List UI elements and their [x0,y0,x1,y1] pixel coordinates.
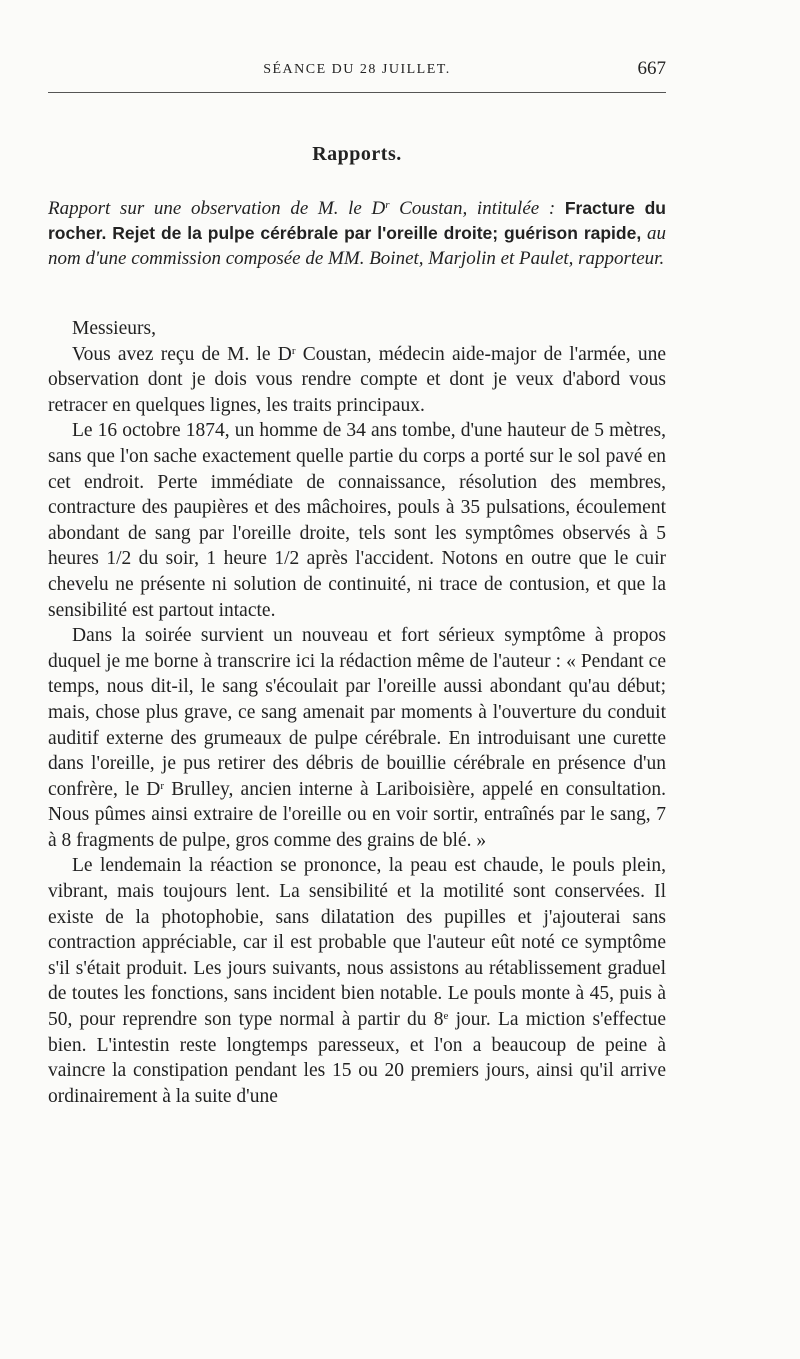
p1-a: Vous avez reçu de M. le D [72,343,292,365]
p1-sup: r [291,344,296,357]
p4-b: jour. La miction s'effectue bien. L'intestin reste longtemps paresseux, et l'on a beaucoup de peine à vaincre la constipation pendant les 15 ou 20 premiers jours, ainsi qu'il arrive ordinairement à la suite d'une [48,1009,666,1107]
p3-sup: r [160,779,165,792]
running-header [48,52,666,93]
page-number: 667 [637,58,666,79]
report-intro-sup: r [385,199,390,211]
report-intro-a: Rapport sur une observation de M. le D [48,198,386,219]
p3-b: Brulley, ancien interne à Lariboisière, appelé en consultation. Nous pûmes ainsi extraire de l'oreille ou en voir sortir, entraînés par le sang, 7 à 8 fragments de pulpe, gros comme des grains de blé. » [48,778,667,851]
p4-sup: e [443,1010,449,1023]
body-text [48,316,666,1109]
paragraph-4 [48,853,666,1109]
report-title: Fracture du rocher. Rejet de la pulpe cérébrale par l'oreille droite; guérison rapide, [48,198,666,243]
salutation: Messieurs, [72,318,156,339]
report-commission: au nom d'une commission composée de MM. Boinet, Marjolin et Paulet, rapporteur. [48,223,666,269]
paragraph-1 [48,342,666,419]
report-intro-b: Coustan, intitulée : [389,198,565,219]
p3-a: Dans la soirée survient un nouveau et fort sérieux symptôme à propos duquel je me borne à transcrire ici la rédaction même de l'auteur : « Pendant ce temps, nous dit-il, le sang s'écoulait par l'oreille aussi abondant qu'au début; mais, chose plus grave, ce sang amenait par moments à l'ouverture du conduit auditif externe des grumeaux de pulpe cérébrale. En introduisant une curette dans l'oreille, je pus retirer des débris de bouillie cérébrale en présence d'un confrère, le D [48,625,666,800]
report-heading [48,196,666,271]
paragraph-2: Le 16 octobre 1874, un homme de 34 ans tombe, d'une hauteur de 5 mètres, sans que l'on sache exactement quelle partie du corps a porté sur le sol pavé en cet endroit. Perte immédiate de connaissance, résolution des membres, contracture des paupières et des mâchoires, pouls à 35 pulsations, écoulement abondant de sang par l'oreille droite, tels sont les symptômes observés à 5 heures 1/2 du soir, 1 heure 1/2 après l'accident. Notons en outre que le cuir chevelu ne présente ni solution de continuité, ni trace de contusion, et que la sensibilité est partout intacte. [48,420,666,621]
p4-a: Le lendemain la réaction se prononce, la peau est chaude, le pouls plein, vibrant, mais toujours lent. La sensibilité et la motilité sont conservées. Il existe de la photophobie, sans dilatation des pupilles et j'ajouterai sans contraction appréciable, car il est probable que l'auteur eût noté ce symptôme s'il s'était produit. Les jours suivants, nous assistons au rétablissement graduel de toutes les fonctions, sans incident bien notable. Le pouls monte à 45, puis à 50, pour reprendre son type normal à partir du 8 [48,855,666,1031]
section-title: Rapports. [312,143,402,165]
paragraph-3 [48,623,666,853]
report-intro [48,198,565,219]
p1-b: Coustan, médecin aide-major de l'armée, une observation dont je dois vous rendre compte et dont je veux d'abord vous retracer en quelques lignes, les traits principaux. [48,343,667,416]
running-title: SÉANCE DU 28 JUILLET. [263,62,451,77]
